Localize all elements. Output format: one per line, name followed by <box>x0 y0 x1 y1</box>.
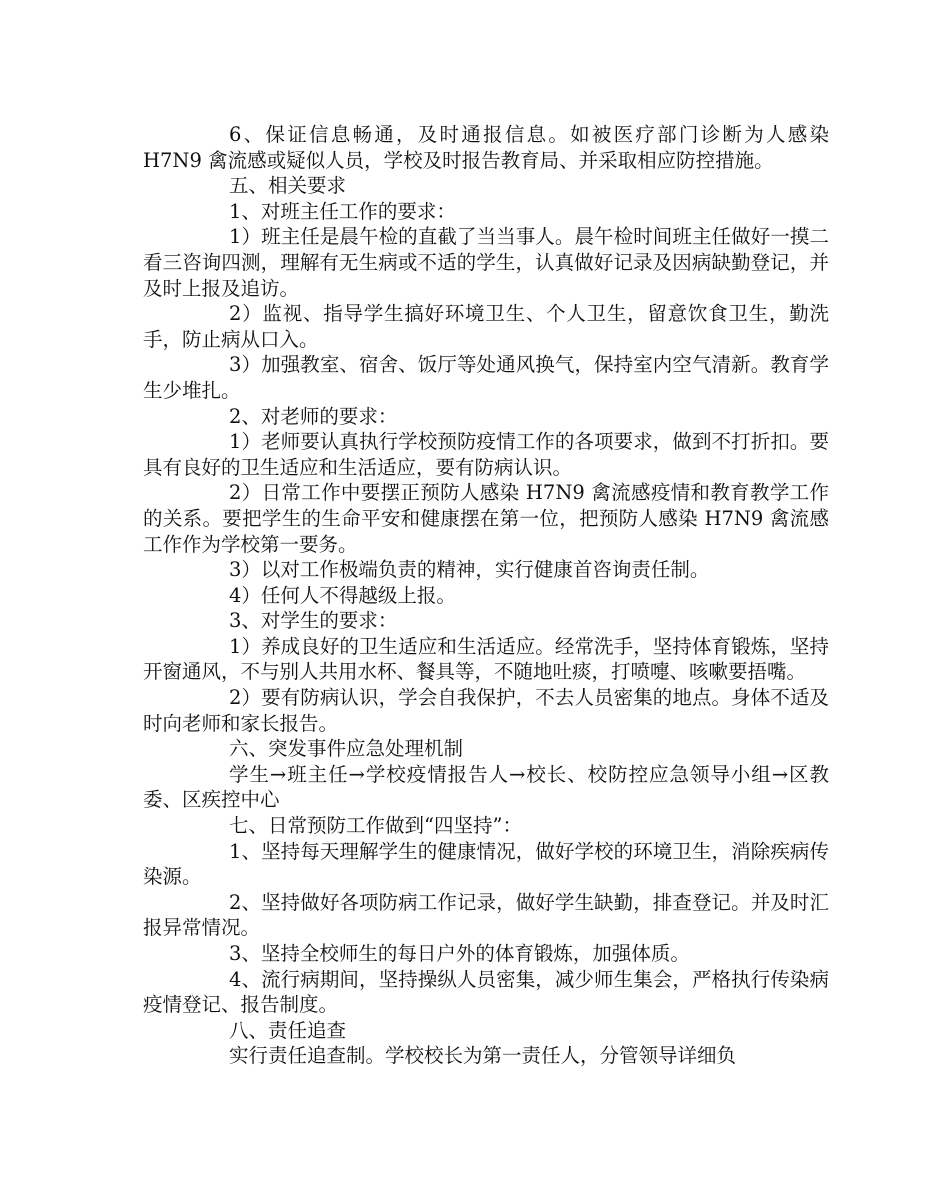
subsection-heading-teachers: 2、对老师的要求： <box>229 404 398 428</box>
paragraph-teachers-2: 2）日常工作中要摆正预防人感染 H7N9 禽流感疫情和教育教学工作的关系。要把学生的生命平安和健康摆在第一位，把预防人感染 H7N9 禽流感工作作为学校第一要务。 <box>143 481 829 556</box>
paragraph-students-2: 2）要有防病认识，学会自我保护，不去人员密集的地点。身体不适及时向老师和家长报告。 <box>143 686 829 735</box>
section-heading-7: 七、日常预防工作做到“四坚持”： <box>229 814 522 838</box>
paragraph-reporting-chain: 学生→班主任→学校疫情报告人→校长、校防控应急领导小组→区教委、区疾控中心 <box>143 762 829 812</box>
paragraph-item-6-info: 6、保证信息畅通，及时通报信息。如被医疗部门诊断为人感染 H7N9 禽流感或疑似人员，学校及时报告教育局、并采取相应防控措施。 <box>143 123 829 172</box>
paragraph-responsibility: 实行责任追查制。学校校长为第一责任人，分管领导详细负 <box>229 1044 737 1068</box>
paragraph-persist-3: 3、坚持全校师生的每日户外的体育锻炼，加强体质。 <box>229 942 690 965</box>
paragraph-headteacher-2: 2）监视、指导学生搞好环境卫生、个人卫生，留意饮食卫生，勤洗手，防止病从口入。 <box>143 302 829 351</box>
section-heading-6: 六、突发事件应急处理机制 <box>229 737 464 761</box>
section-heading-8: 八、责任追查 <box>229 1018 347 1042</box>
subsection-heading-headteacher: 1、对班主任工作的要求： <box>229 199 456 223</box>
subsection-heading-students: 3、对学生的要求： <box>229 609 398 633</box>
paragraph-headteacher-3: 3）加强教室、宿舍、饭厅等处通风换气，保持室内空气清新。教育学生少堆扎。 <box>143 353 829 402</box>
document-body <box>143 122 829 1069</box>
paragraph-students-1: 1）养成良好的卫生适应和生活适应。经常洗手，坚持体育锻炼，坚持开窗通风，不与别人共用水杯、餐具等，不随地吐痰，打喷嚏、咳嗽要捂嘴。 <box>143 634 829 684</box>
paragraph-persist-1: 1、坚持每天理解学生的健康情况，做好学校的环境卫生，消除疾病传染源。 <box>143 839 829 889</box>
paragraph-teachers-3: 3）以对工作极端负责的精神，实行健康首咨询责任制。 <box>229 558 710 582</box>
paragraph-headteacher-1: 1）班主任是晨午检的直截了当当事人。晨午检时间班主任做好一摸二看三咨询四测，理解有无生病或不适的学生，认真做好记录及因病缺勤登记，并及时上报及追访。 <box>143 225 829 300</box>
paragraph-persist-2: 2、坚持做好各项防病工作记录，做好学生缺勤，排查登记。并及时汇报异常情况。 <box>143 890 829 940</box>
paragraph-persist-4: 4、流行病期间，坚持操纵人员密集，减少师生集会，严格执行传染病疫情登记、报告制度。 <box>143 967 829 1017</box>
section-heading-5: 五、相关要求 <box>229 174 347 198</box>
paragraph-teachers-1: 1）老师要认真执行学校预防疫情工作的各项要求，做到不打折扣。要具有良好的卫生适应和生活适应，要有防病认识。 <box>143 430 829 479</box>
paragraph-teachers-4: 4）任何人不得越级上报。 <box>229 583 456 607</box>
